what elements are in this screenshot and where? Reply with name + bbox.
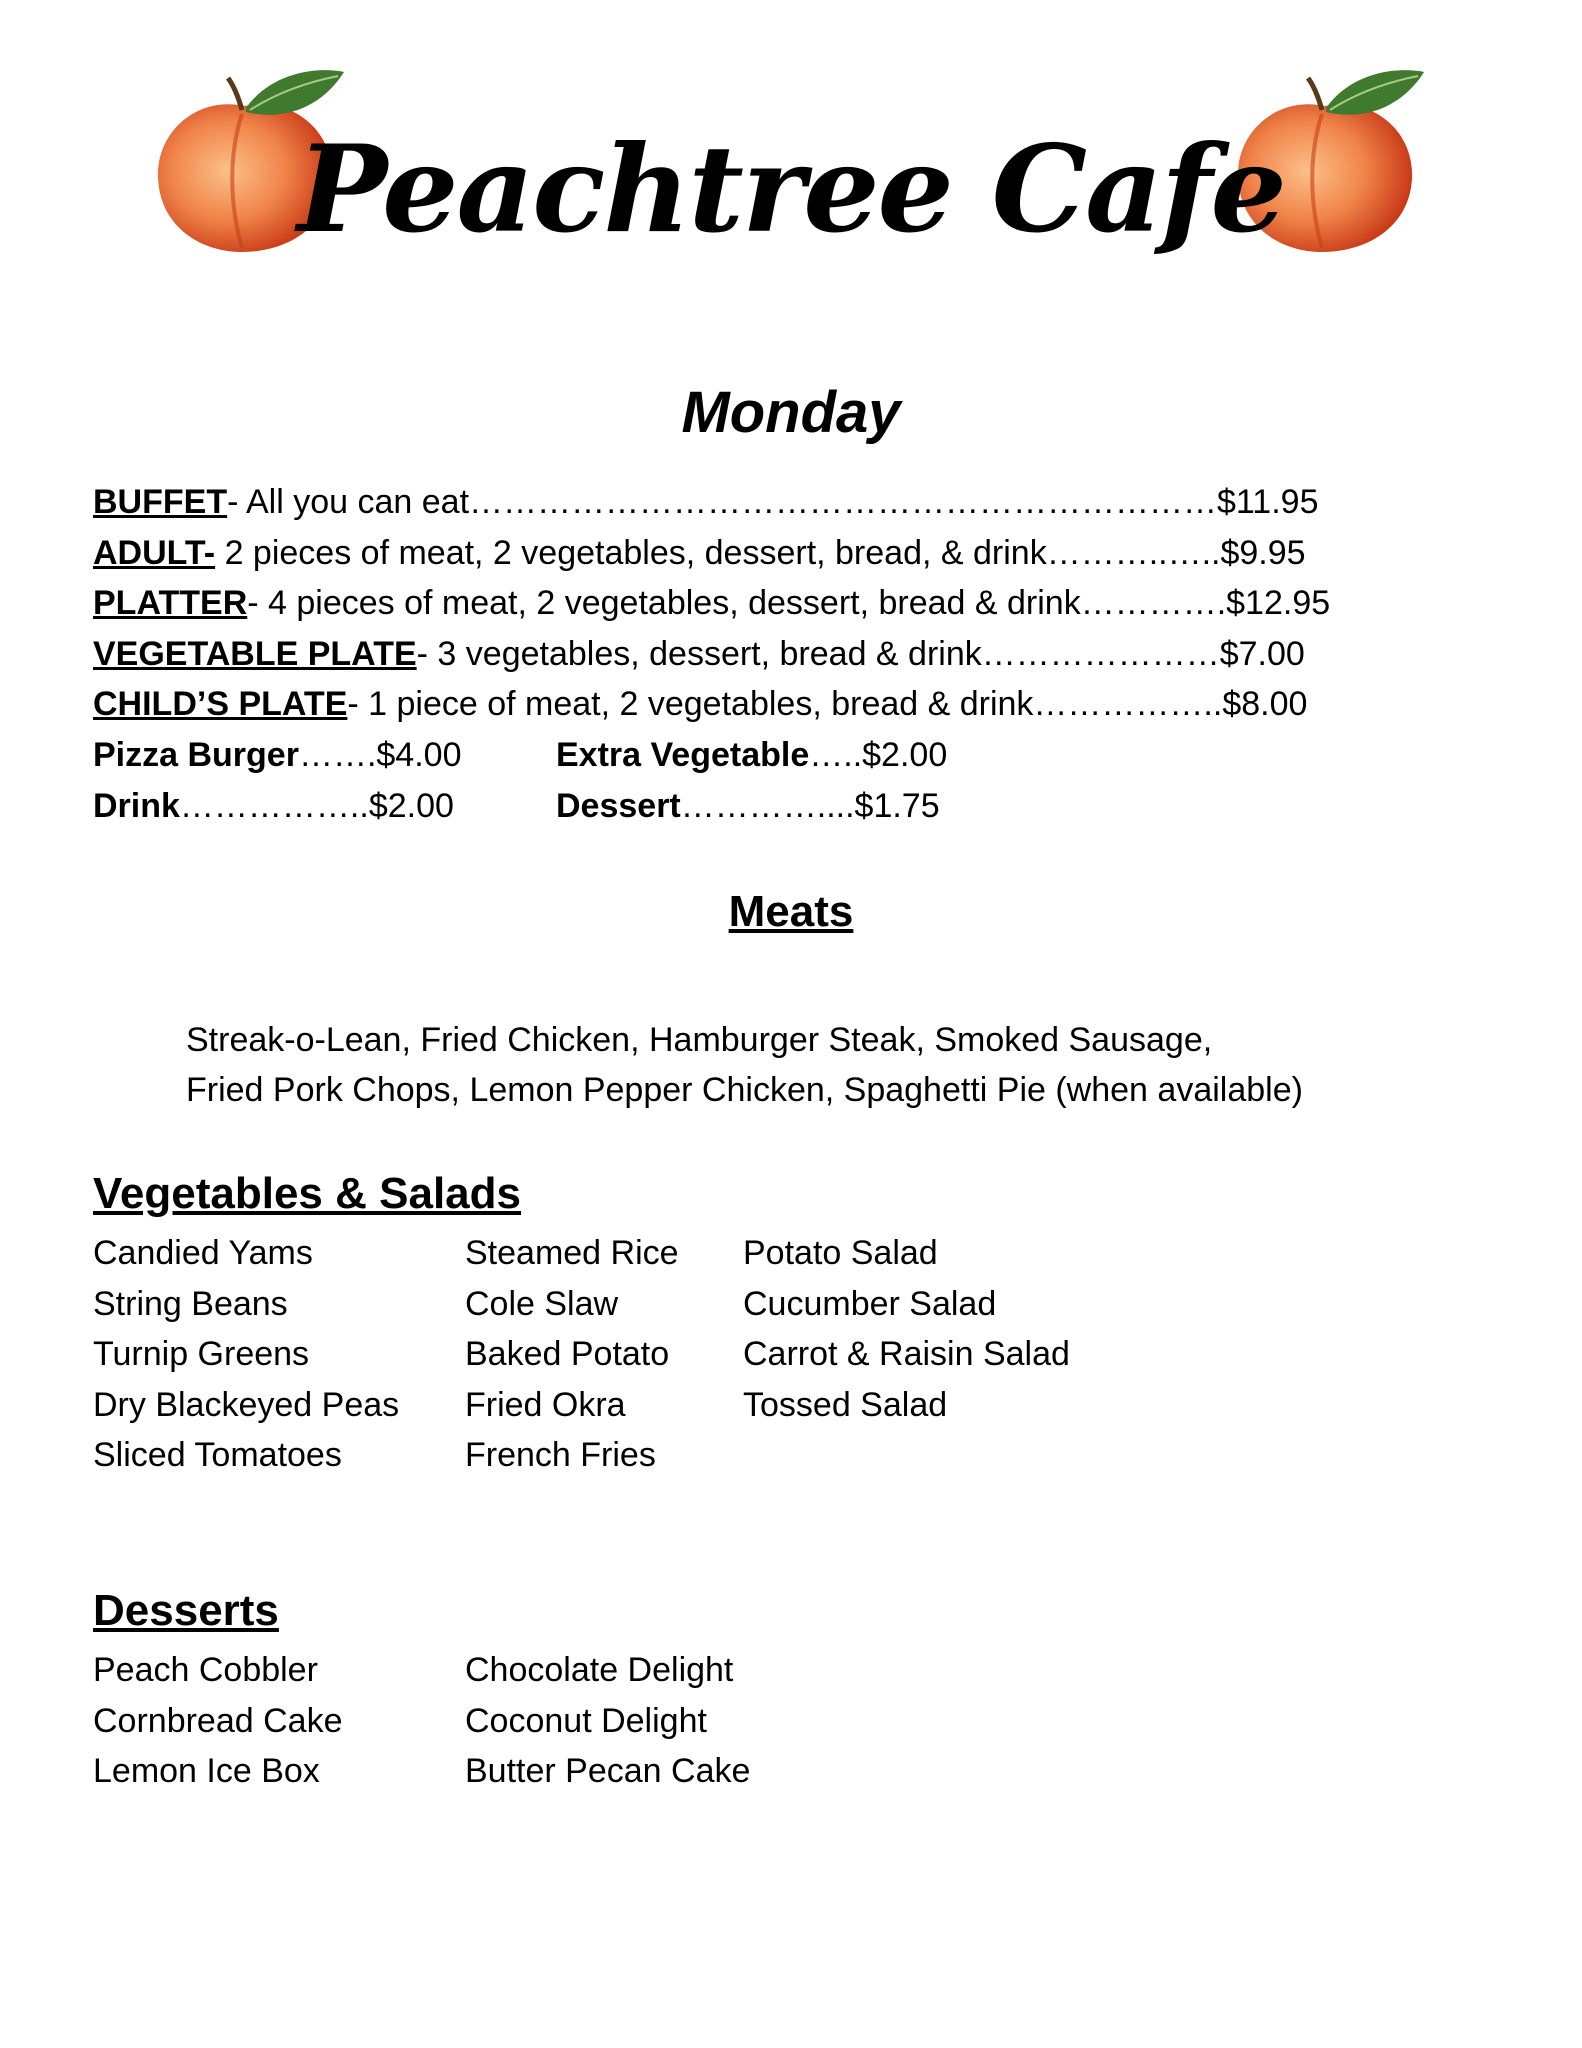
list-item: Chocolate Delight [465,1651,734,1689]
extra-price: …..$2.00 [809,736,948,774]
price-line-childs-plate [93,687,1307,721]
list-item: Baked Potato [465,1335,670,1373]
extra-pizza-burger [93,738,461,772]
list-item: Coconut Delight [465,1701,707,1740]
vegetables-column-2 [465,1228,679,1481]
extra-price: …………....$1.75 [680,787,940,825]
price-line-vegetable-plate [93,637,1305,671]
price-line-label: ADULT- [93,534,216,572]
extra-price: ……………..$2.00 [179,787,454,825]
price-line-adult [93,536,1306,570]
list-item: Potato Salad [743,1234,938,1272]
vegetables-column-1 [93,1228,399,1481]
list-item: Sliced Tomatoes [93,1436,342,1474]
extra-price: …….$4.00 [298,736,462,774]
extra-name: Drink [93,787,180,825]
list-item: French Fries [465,1436,656,1474]
list-item: Cornbread Cake [93,1701,343,1740]
meats-line: Fried Pork Chops, Lemon Pepper Chicken, Spaghetti Pie (when available) [186,1071,1303,1109]
extra-vegetable [556,738,947,772]
price-line-text: - 3 vegetables, dessert, bread & drink…………………$7.00 [416,635,1305,673]
list-item: Cole Slaw [465,1284,619,1323]
desserts-column-2 [465,1645,750,1797]
price-line-label: PLATTER [93,584,248,622]
list-item: Steamed Rice [465,1234,679,1272]
list-item: Carrot & Raisin Salad [743,1335,1070,1373]
list-item: Peach Cobbler [93,1651,318,1689]
list-item: Dry Blackeyed Peas [93,1385,400,1424]
price-line-text: 2 pieces of meat, 2 vegetables, dessert, bread, & drink………..…..$9.95 [215,534,1306,572]
vegetables-heading: Vegetables & Salads [93,1169,521,1218]
meats-line: Streak-o-Lean, Fried Chicken, Hamburger Steak, Smoked Sausage, [186,1021,1213,1059]
list-item: Turnip Greens [93,1335,310,1373]
price-line-label: CHILD’S PLATE [93,685,348,723]
list-item: Butter Pecan Cake [465,1752,751,1790]
price-line-buffet [93,485,1318,519]
desserts-column-1 [93,1645,342,1797]
price-line-label: BUFFET [93,483,228,521]
extra-name: Dessert [556,787,681,825]
price-line-text: - 1 piece of meat, 2 vegetables, bread & drink……………..$8.00 [347,685,1308,723]
extra-name: Extra Vegetable [556,736,810,774]
desserts-heading: Desserts [93,1586,279,1635]
day-title: Monday [681,380,901,445]
meats-heading: Meats [728,887,854,936]
list-item: Candied Yams [93,1234,313,1272]
meats-list [186,1015,1303,1115]
extra-drink [93,789,454,823]
list-item: Lemon Ice Box [93,1752,320,1790]
price-line-text: - 4 pieces of meat, 2 vegetables, dessert, bread & drink………….$12.95 [247,584,1331,622]
vegetables-column-3 [743,1228,1070,1430]
list-item: String Beans [93,1284,288,1323]
list-item: Tossed Salad [743,1385,948,1424]
extra-name: Pizza Burger [93,736,299,774]
list-item: Fried Okra [465,1385,626,1424]
price-line-text: - All you can eat…………………………………………………………$11.95 [227,483,1319,521]
extra-dessert [556,789,940,823]
price-line-platter [93,586,1330,620]
price-line-label: VEGETABLE PLATE [93,635,417,673]
cafe-title: Peachtree Cafe [297,119,1285,260]
list-item: Cucumber Salad [743,1284,997,1323]
